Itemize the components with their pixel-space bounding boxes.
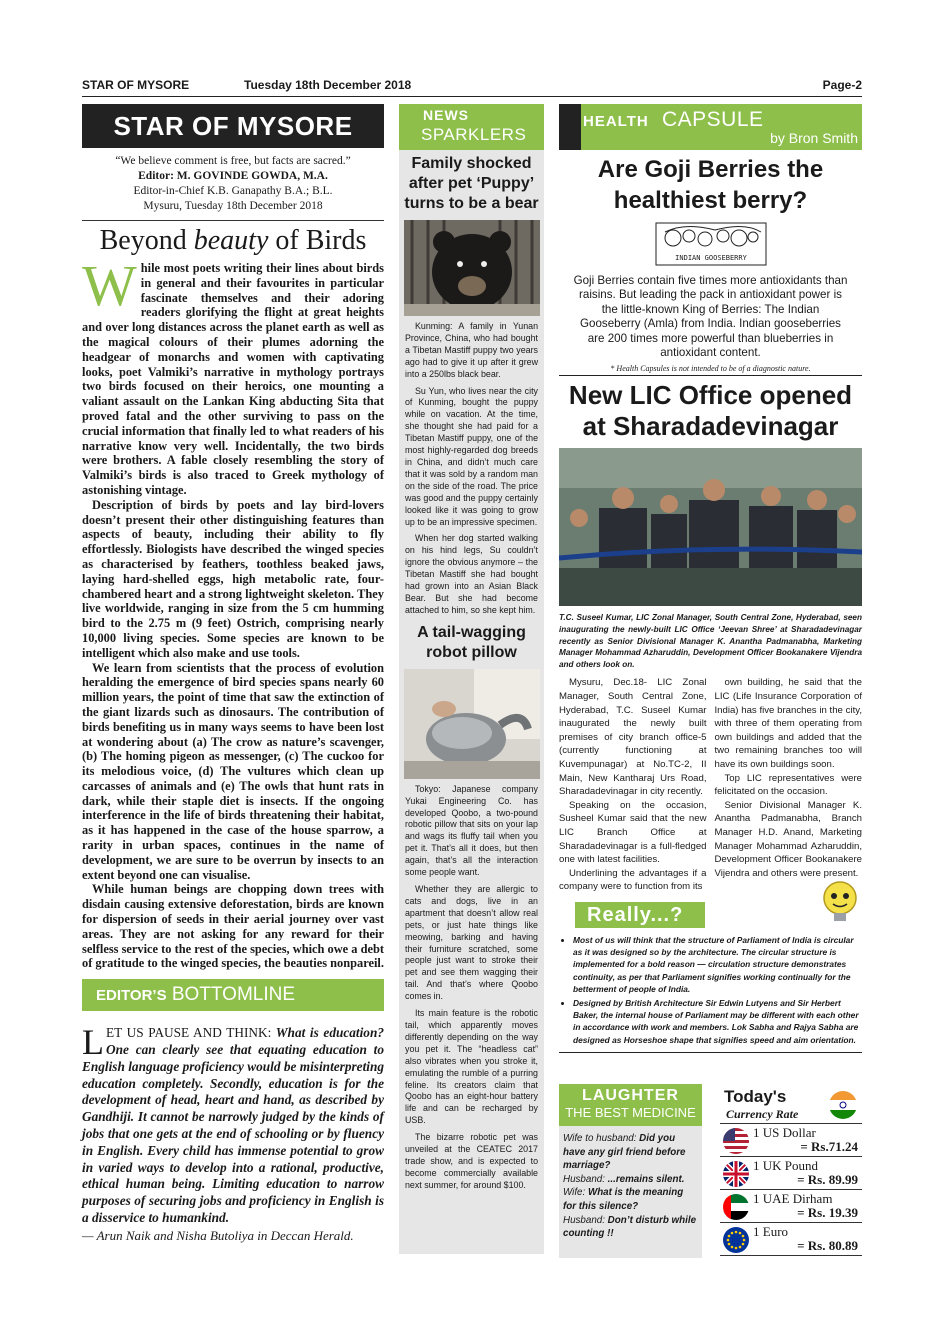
story2-title: A tail-wagging robot pillow [417, 623, 526, 661]
sketch-label: INDIAN GOOSEBERRY [674, 254, 747, 262]
uk-flag-icon [723, 1161, 749, 1187]
motto: “We believe comment is free, but facts are sacred.” [115, 155, 351, 167]
health-capsule-head-a: HEALTH [583, 113, 649, 130]
bottomline-head-a: EDITOR’S [96, 987, 167, 1005]
editorial-title-c: of Birds [275, 225, 367, 256]
editorial-title-a: Beyond [99, 225, 187, 256]
story1-p1: Kunming: A family in Yunan Province, China, who had bought a Tibetan Mastiff puppy two years ago had to give it up after it grew into a 250lbs black bear. [405, 321, 538, 379]
currency-header [720, 1084, 862, 1124]
story2-p1: Tokyo: Japanese company Yukai Engineering Co. has developed Qoobo, a two-pound robotic pillow that sits on your lap and wags its fluffy tail when you pet it. That’s all it does, but then again, that’s all the interaction some people want. [405, 783, 538, 878]
currency-subtitle: Currency Rate [726, 1107, 799, 1121]
news-sparklers-header [399, 104, 544, 150]
divider [82, 220, 384, 221]
bottomline-credit: — Arun Naik and Nisha Butoliya in Deccan Herald. [82, 1227, 354, 1243]
laughter-joke [559, 1126, 702, 1241]
story2-text [399, 779, 544, 1192]
editor-line: Editor: M. GOVINDE GOWDA, M.A. [138, 170, 328, 182]
robot-pillow-photo [404, 669, 540, 779]
right-column [559, 104, 862, 1053]
joke-speaker-2: Husband: [563, 1173, 608, 1185]
really-item-1: • Most of us will think that the structure of Parliament of India is circular as it was designed so by the architecture. The circular structure is implemented for a bold reason — circulation structure demonstrates continuity, as per that Parliament signifies working continually for the betterment of people of India. [573, 934, 862, 995]
really-list [559, 934, 862, 1046]
rate-label: 1 UK Pound [753, 1158, 819, 1173]
section-rule-2 [559, 1052, 862, 1053]
rate-value: = Rs. 80.89 [797, 1238, 858, 1253]
running-header-paper: STAR OF MYSORE [82, 78, 190, 92]
bottomline-header [82, 979, 384, 1011]
news-sparklers-head-b: SPARKLERS [421, 125, 527, 144]
rate-label: 1 UAE Dirham [753, 1191, 833, 1206]
editorial-title-b: beauty [193, 225, 269, 256]
rate-row-aed [720, 1190, 862, 1223]
story2-p3: Its main feature is the robotic tail, which apparently moves differently depending on the way you pet it. The “headless cat” also vibrates when you stroke it, emulating the rumble of a purring feline. Its creators claim that Qoobo has an eight-hour battery life and can be recharged by USB. [405, 1008, 538, 1126]
health-capsule-byline: by Bron Smith [770, 130, 858, 146]
laughter-panel [559, 1084, 702, 1258]
goji-note: * Health Capsules is not intended to be of a diagnostic nature. [610, 364, 811, 374]
story2-p2: Whether they are allergic to cats and dogs, live in an apartment that doesn’t allow real pets, or just hate things like meowing, barking and having their furniture scratched, some people just want to stroke their pet and see them wagging their tail. And that’s where Qoobo comes in. [405, 884, 538, 1002]
header-rule [82, 96, 862, 97]
joke-line-2: ...remains silent. [607, 1173, 685, 1185]
really-title: Really...? [587, 903, 684, 926]
joke-speaker-4: Husband: [563, 1214, 608, 1226]
rate-value: = Rs.71.24 [800, 1139, 858, 1154]
lic-col-2 [715, 676, 863, 894]
story1-title: Family shocked after pet ‘Puppy’ turns to be a bear [404, 155, 539, 212]
story1-text [399, 316, 544, 617]
joke-line-1: Did you have any girl friend before marriage? [563, 1133, 686, 1172]
laughter-head-b: THE BEST MEDICINE [565, 1105, 696, 1120]
lic-c1-p1: Mysuru, Dec.18- LIC Zonal Manager, South Central Zone, Hyderabad, T.C. Suseel Kumar inaugurated the newly built premises of city branch office-5 (currently functioning at Kuvempunagar) at No.TC-2, II Main, New Kantharaj Urs Road, Sharadadevinagar in city recently. [559, 677, 707, 798]
gooseberry-sketch [655, 222, 767, 266]
lic-c2-p2: Top LIC representatives were felicitated on the occasion. [714, 772, 862, 798]
rate-label: 1 Euro [753, 1224, 789, 1239]
health-capsule-head-b: CAPSULE [662, 108, 764, 131]
health-capsule-header [559, 104, 862, 150]
laughter-head-a: LAUGHTER [582, 1087, 679, 1104]
story2-p4: The bizarre robotic pet was unveiled at the CEATEC 2017 trade show, and is expected to become commercially available next summer, for around $100. [405, 1132, 538, 1190]
rate-row-usd [720, 1124, 862, 1157]
bear-photo [404, 220, 540, 316]
editor-in-chief-line: Editor-in-Chief K.B. Ganapathy B.A.; B.L. [133, 185, 333, 197]
running-header-page: Page-2 [822, 78, 862, 92]
rate-label: 1 US Dollar [753, 1125, 816, 1140]
editor-box [82, 154, 384, 214]
news-sparklers-panel [399, 104, 544, 1254]
us-flag-icon [723, 1128, 749, 1154]
lic-inauguration-photo [559, 448, 862, 606]
news-sparklers-head-a: NEWS [423, 107, 469, 123]
drop-cap: W [82, 253, 137, 318]
really-item-2: • Designed by British Architecture Sir Edwin Lutyens and Sir Herbert Baker, the internal house of Parliament may be different with each other in accordance with work and members. Lok Sabha and Rajya Sabha are designed as Horseshoe shape that signifies speed and aim orientation. [573, 997, 862, 1046]
joke-speaker-3: Wife: [563, 1187, 588, 1199]
laughter-header [559, 1084, 702, 1126]
editorial-p2: Description of birds by poets and lay bird-lovers doesn’t present their other distinguishing features than aspects of beauty, including their ability to fly effortlessly. Biologists have described the winged species as characterised by feathers, toothless beaked jaws, laying hard-shelled eggs, high metabolic rate, four-chambered heart and a strong lightweight skeleton. They live worldwide, ranging in size from the 5 cm humming bird to the 2.75 m (9 feet) Ostrich, comprising nearly 10,000 living species. Some species are known to be intelligent which also make and use tools. [82, 497, 384, 660]
running-header [82, 78, 862, 94]
goji-body: Goji Berries contain five times more antioxidants than raisins. But leading the pack in antioxidant power is the little-known King of Berries: The Indian Gooseberry (Amla) from India. Indian gooseberries are 200 times more powerful than blueberries in antioxidant content. [573, 274, 848, 360]
rate-value: = Rs. 89.99 [797, 1172, 858, 1187]
lic-c2-p3: Senior Divisional Manager K. Anantha Padmanabha, Branch Manager H.D. Anand, Marketing Manager Mohammad Azharuddin, Development Officer Bookanakere Vijendra and others were present. [714, 799, 862, 879]
uae-flag-icon [723, 1194, 749, 1220]
rate-row-eur [720, 1223, 862, 1256]
story1-p3: When her dog started walking on his hind legs, Su couldn’t ignore the obvious anymore – the Tibetan Mastiff she had bought had grown into an Asian Black Bear. But she had become attached to him, so she kept him. [405, 533, 538, 615]
india-flag-icon [828, 1090, 858, 1120]
running-header-date: Tuesday 18th December 2018 [244, 78, 412, 92]
dateline: Mysuru, Tuesday 18th December 2018 [143, 200, 323, 212]
lic-article [559, 676, 862, 894]
editorial-paragraph [82, 253, 384, 498]
lightbulb-icon [818, 878, 862, 926]
lic-c1-p3: Underlining the advantages if a company were to function from its [559, 867, 707, 893]
joke-speaker-1: Wife to husband: [563, 1133, 640, 1144]
bottomline-caps: ET US PAUSE AND THINK: [106, 1025, 272, 1041]
rate-value: = Rs. 19.39 [797, 1205, 858, 1220]
really-header [559, 900, 862, 932]
joke-line-4: Don’t disturb while counting !! [563, 1214, 697, 1240]
editorial-title [82, 225, 384, 257]
lic-c1-p2: Speaking on the occasion, Susheel Kumar said that the new LIC Branch Office at Sharadadevinagar is a full-fledged one with latest facilities. [559, 799, 707, 866]
editorial-body [82, 253, 384, 971]
editorial-p4: While human beings are chopping down trees with disdain causing extensive deforestation, birds are known for dispersion of seeds in their aerial journey over vast areas. They are not asking for any reward for their selfless service to the rest of the species, which owe a debt of gratitude to the winged species, the beauties nonpareil. [82, 882, 384, 971]
lic-c2-p1: own building, he said that the LIC (Life Insurance Corporation of India) has five branches in the city, with three of them operating from own buildings and added that the two remaining branches too will have its own buildings soon. [714, 677, 862, 770]
editorial-p1: hile most poets writing their lines about birds in general and their favourites in particular fascinate themselves and their adoring readers glorifying the flight at great heights and over long distances across the planet earth as well as the magical colours of their plumes adorning the headgear of monarchs and women with captivating looks, poet Valmiki’s narrative in mythology portrays two birds focused on their heroics, one mounting a valiant assault on the Lankan King abducting Sita that proved fatal and the other surviving to pass on the crucial information that finally led to what readers of his narrative know very well. Incidentally, the two birds were brothers. A fable closely resembling the story of Valmiki’s birds is also traced to Greek mythology of astonishing vintage. [82, 261, 384, 497]
currency-rates [720, 1084, 862, 1260]
rate-row-gbp [720, 1157, 862, 1190]
bottomline-text: What is education? One can clearly see that equating education to English language proficiency would be misinterpreting education completely. Secondly, education is for the development of head, heart and hand, as described by Gandhiji. It cannot be narrowly judged by the kinds of jobs that one gets at the end of schooling or by fluency in English. Every child has immense potential to grow in varied ways to develop into a rational, productive, ethical human being. Limiting education to narrow purposes of securing jobs and proficiency in English is a disservice to humankind. [82, 1025, 384, 1226]
lic-title: New LIC Office opened at Sharadadevinagar [568, 380, 853, 442]
section-rule [559, 375, 862, 376]
story1-p2: Su Yun, who lives near the city of Kunming, bought the puppy while on vacation. At the time, she thought she had paid for a Tibetan Mastiff puppy, one of the most highly-regarded dog breeds in China, and didn’t much care that it was sold by a random man on the side of the road. The price was good and the puppy certainly looked like it was going to grow up to be an impressive specimen. [405, 385, 538, 527]
currency-title: Today's [724, 1087, 787, 1106]
joke-line-3: What is the meaning for this silence? [563, 1187, 684, 1212]
left-column [82, 104, 384, 1245]
editorial-p3: We learn from scientists that the process of evolution heralding the emergence of bird species spans nearly 60 million years, the point of time that saw the extinction of the giant lizards such as dinosaurs. The contribution of birds benefiting us in many ways seems to have been lost at wondering about (a) The crow as nature’s scavenger, (b) The homing pigeon as messenger, (c) The cuckoo for its melodious voice, (d) The vultures which clean up carcasses of animals and (e) The owls that hunt rats in dark, while their staple diet is insects. If the ongoing interference in the life of birds threatening their habitat, as it has happened in the case of the house sparrow, a rarity in urban spaces, continues in the name of development, we are sure to be overrun by insects to an extent beyond one can visualise. [82, 660, 384, 882]
masthead: STAR OF MYSORE [82, 104, 384, 148]
bottomline-head-b: BOTTOMLINE [171, 984, 296, 1006]
bottomline-drop-cap: L [82, 1022, 104, 1063]
goji-title: Are Goji Berries the healthiest berry? [597, 156, 824, 214]
lic-caption: T.C. Suseel Kumar, LIC Zonal Manager, South Central Zone, Hyderabad, seen inaugurating the newly-built LIC Office ‘Jeevan Shree’ at Sharadadevinagar recently as Senior Divisional Manager K. Anantha Padmanabha, Marketing Manager Mohammad Azharuddin, Development Officer Bookanakere Vijendra and others look on. [559, 613, 862, 669]
eu-flag-icon [723, 1227, 749, 1253]
bottomline-body [82, 1022, 384, 1244]
lic-col-1 [559, 676, 707, 894]
